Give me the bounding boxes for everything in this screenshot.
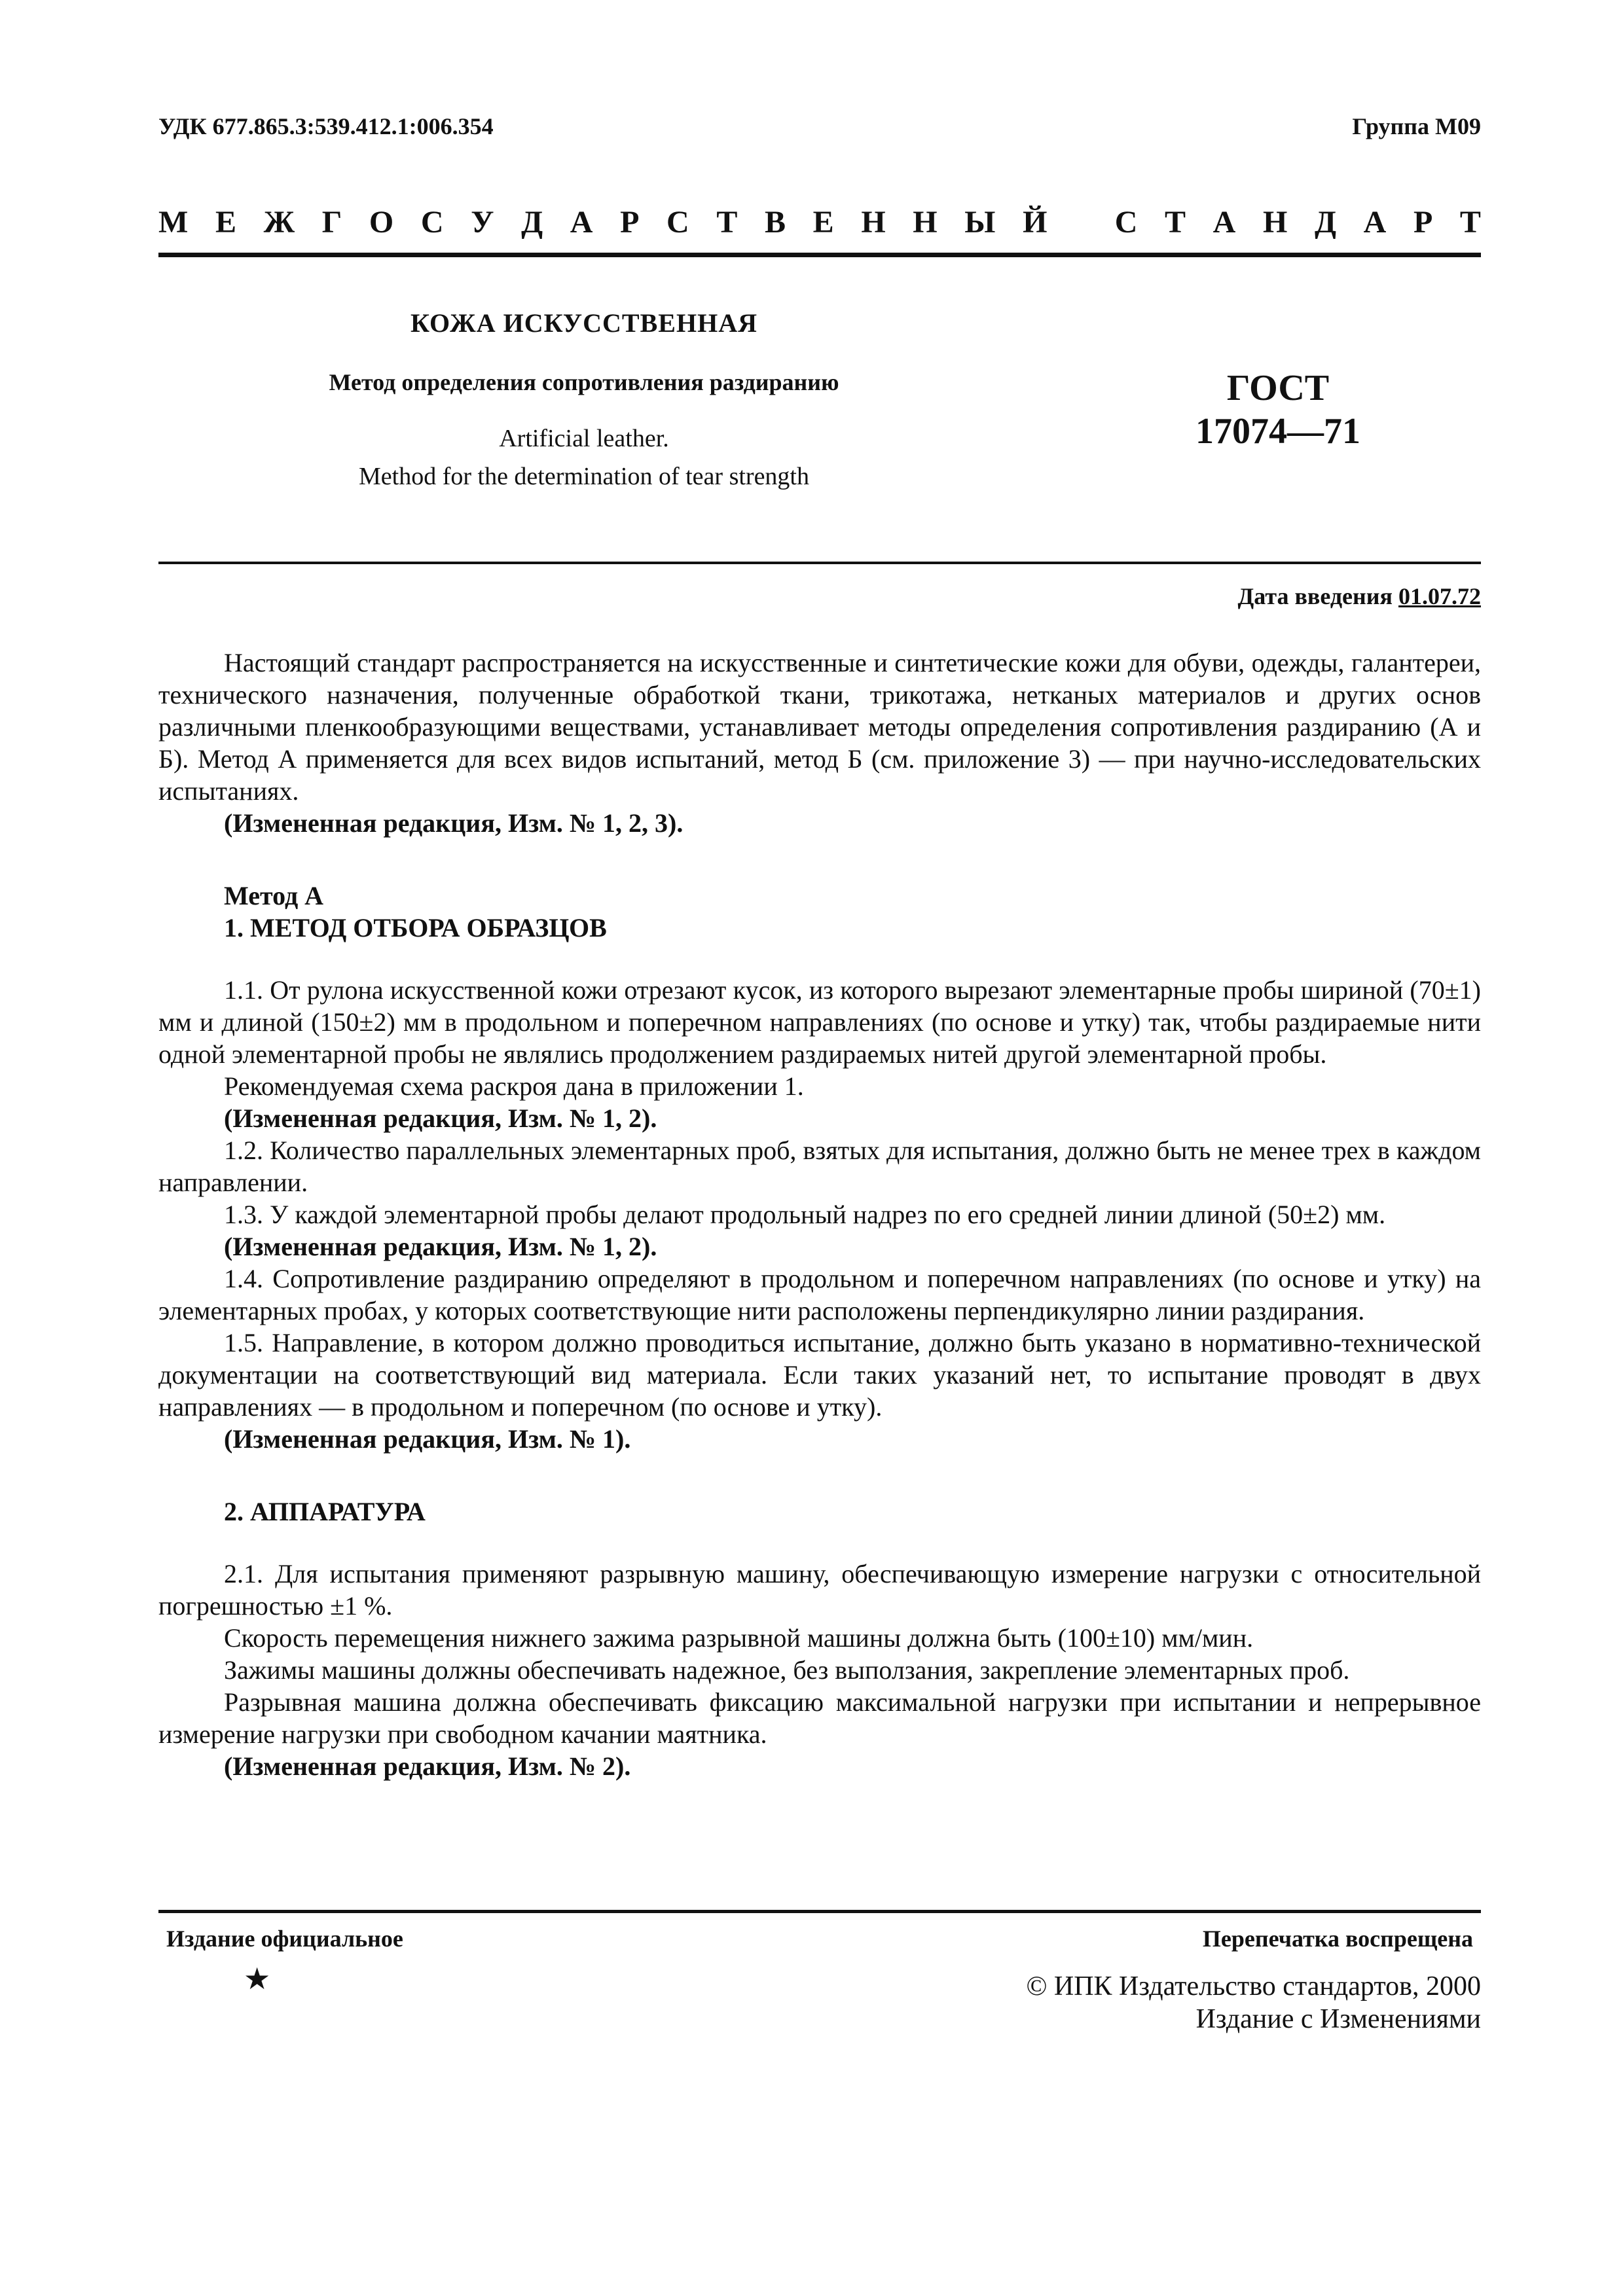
banner-word-gap (1074, 204, 1087, 240)
copyright-block (1026, 1970, 1481, 2036)
clause-1-1-amendment: (Измененная редакция, Изм. № 1, 2). (224, 1103, 657, 1133)
banner-letter: М (158, 205, 189, 240)
banner-letter: А (1363, 205, 1387, 240)
banner-letter: Д (1314, 205, 1336, 240)
clause-1-1-note: Рекомендуемая схема раскроя дана в приложении 1. (224, 1071, 804, 1101)
effective-date (1238, 583, 1482, 610)
clause-2-amendment: (Измененная редакция, Изм. № 2). (224, 1751, 631, 1781)
banner-letter: Г (321, 205, 342, 240)
footer-rule (158, 1910, 1481, 1913)
clause-2-1-speed: Скорость перемещения нижнего зажима разрывной машины должна быть (100±10) мм/мин. (224, 1623, 1254, 1653)
date-label: Дата введения (1237, 583, 1393, 609)
clause-1-2: 1.2. Количество параллельных элементарных проб, взятых для испытания, должно быть не менее трех в каждом направлении. (158, 1136, 1481, 1197)
document-body (158, 647, 1481, 1782)
banner-rule (158, 253, 1481, 257)
clause-2-1: 2.1. Для испытания применяют разрывную машину, обеспечивающую измерение нагрузки с относительной погрешностью ±1 %. (158, 1559, 1481, 1621)
intro-amendment: (Измененная редакция, Изм. № 1, 2, 3). (224, 808, 684, 838)
banner-letter: Ы (964, 205, 996, 240)
banner-letter: Н (913, 205, 938, 240)
banner-letter: Н (861, 205, 886, 240)
banner-letter: С (1114, 205, 1138, 240)
section-1-title: 1. МЕТОД ОТБОРА ОБРАЗЦОВ (224, 913, 607, 942)
clause-1-4: 1.4. Сопротивление раздиранию определяют в продольном и поперечном направлениях (по основе и утку) на элементарных пробах, у которых соответствующие нити расположены перпендикулярно линии раздирания. (158, 1264, 1481, 1325)
banner-letter: Ж (263, 205, 295, 240)
footer (158, 1910, 1481, 1952)
standard-banner (158, 204, 1481, 240)
document-subtitle: Метод определения сопротивления раздиранию (329, 369, 839, 395)
official-edition-label: Издание официальное (166, 1926, 403, 1952)
edition-line: Издание с Изменениями (1195, 2004, 1481, 2034)
banner-letter: Д (521, 205, 543, 240)
reprint-notice: Перепечатка воспрещена (1202, 1926, 1473, 1952)
section-2-title: 2. АППАРАТУРА (224, 1497, 426, 1526)
gost-label: ГОСТ (1226, 368, 1330, 408)
copyright-line: © ИПК Издательство стандартов, 2000 (1026, 1971, 1481, 2001)
banner-letter: С (666, 205, 689, 240)
group-code: Группа М09 (1352, 113, 1481, 139)
gost-number (1140, 367, 1415, 453)
english-title (158, 420, 1010, 495)
clause-1-3: 1.3. У каждой элементарной пробы делают продольный надрез по его средней линии длиной (50±2) мм. (224, 1200, 1386, 1229)
banner-letter: Т (1459, 205, 1481, 240)
date-value: 01.07.72 (1398, 583, 1481, 609)
udk-code: УДК 677.865.3:539.412.1:006.354 (158, 113, 494, 139)
title-rule (158, 562, 1481, 564)
banner-letter: Т (1165, 205, 1186, 240)
english-title-line1: Artificial leather. (499, 425, 669, 452)
document-title: КОЖА ИСКУССТВЕННАЯ (410, 308, 757, 338)
clause-1-5: 1.5. Направление, в котором должно проводиться испытание, должно быть указано в нормативно-технической документации на соответствующий вид материала. Если таких указаний нет, то испытание проводят в двух направлениях — в продольном и поперечном (по основе и утку). (158, 1328, 1481, 1422)
clause-2-1-machine: Разрывная машина должна обеспечивать фиксацию максимальной нагрузки при испытании и непрерывное измерение нагрузки при свободном качании маятника. (158, 1687, 1481, 1749)
banner-letter: С (420, 205, 444, 240)
banner-letter: Й (1023, 205, 1048, 240)
banner-letter: Н (1262, 205, 1288, 240)
banner-letter: О (369, 205, 394, 240)
clause-1-3-amendment: (Измененная редакция, Изм. № 1, 2). (224, 1232, 657, 1261)
banner-letter: Р (620, 205, 640, 240)
star-icon: ★ (244, 1962, 271, 1996)
english-title-line2: Method for the determination of tear strength (358, 463, 809, 490)
footer-row (158, 1925, 1481, 1952)
banner-letter: Е (812, 205, 834, 240)
clause-1-1: 1.1. От рулона искусственной кожи отрезают кусок, из которого вырезают элементарные пробы шириной (70±1) мм и длиной (150±2) мм в продольном и поперечном направлениях (по основе и утку) так, чтобы раздираемые нити одной элементарной пробы не являлись продолжением раздираемых нитей другой элементарной пробы. (158, 975, 1481, 1069)
banner-letter: В (765, 205, 786, 240)
banner-letter: А (570, 205, 593, 240)
banner-letter: Е (215, 205, 236, 240)
title-block (158, 308, 1010, 495)
banner-letter: Р (1413, 205, 1433, 240)
banner-letter: Т (716, 205, 738, 240)
header-row (158, 113, 1481, 140)
gost-code: 17074—71 (1195, 411, 1360, 452)
clause-1-5-amendment: (Измененная редакция, Изм. № 1). (224, 1424, 631, 1454)
clause-2-1-clamps: Зажимы машины должны обеспечивать надежное, без выползания, закрепление элементарных проб. (224, 1655, 1350, 1685)
banner-letter: У (471, 205, 494, 240)
intro-paragraph: Настоящий стандарт распространяется на искусственные и синтетические кожи для обуви, одежды, галантереи, технического назначения, полученные обработкой ткани, трикотажа, нетканых материалов и других основ различными пленкообразующими веществами, устанавливает методы определения сопротивления раздиранию (А и Б). Метод А применяется для всех видов испытаний, метод Б (см. приложение 3) — при научно-исследовательских испытаниях. (158, 648, 1481, 806)
method-a-heading: Метод А (224, 881, 324, 910)
banner-letter: А (1213, 205, 1236, 240)
